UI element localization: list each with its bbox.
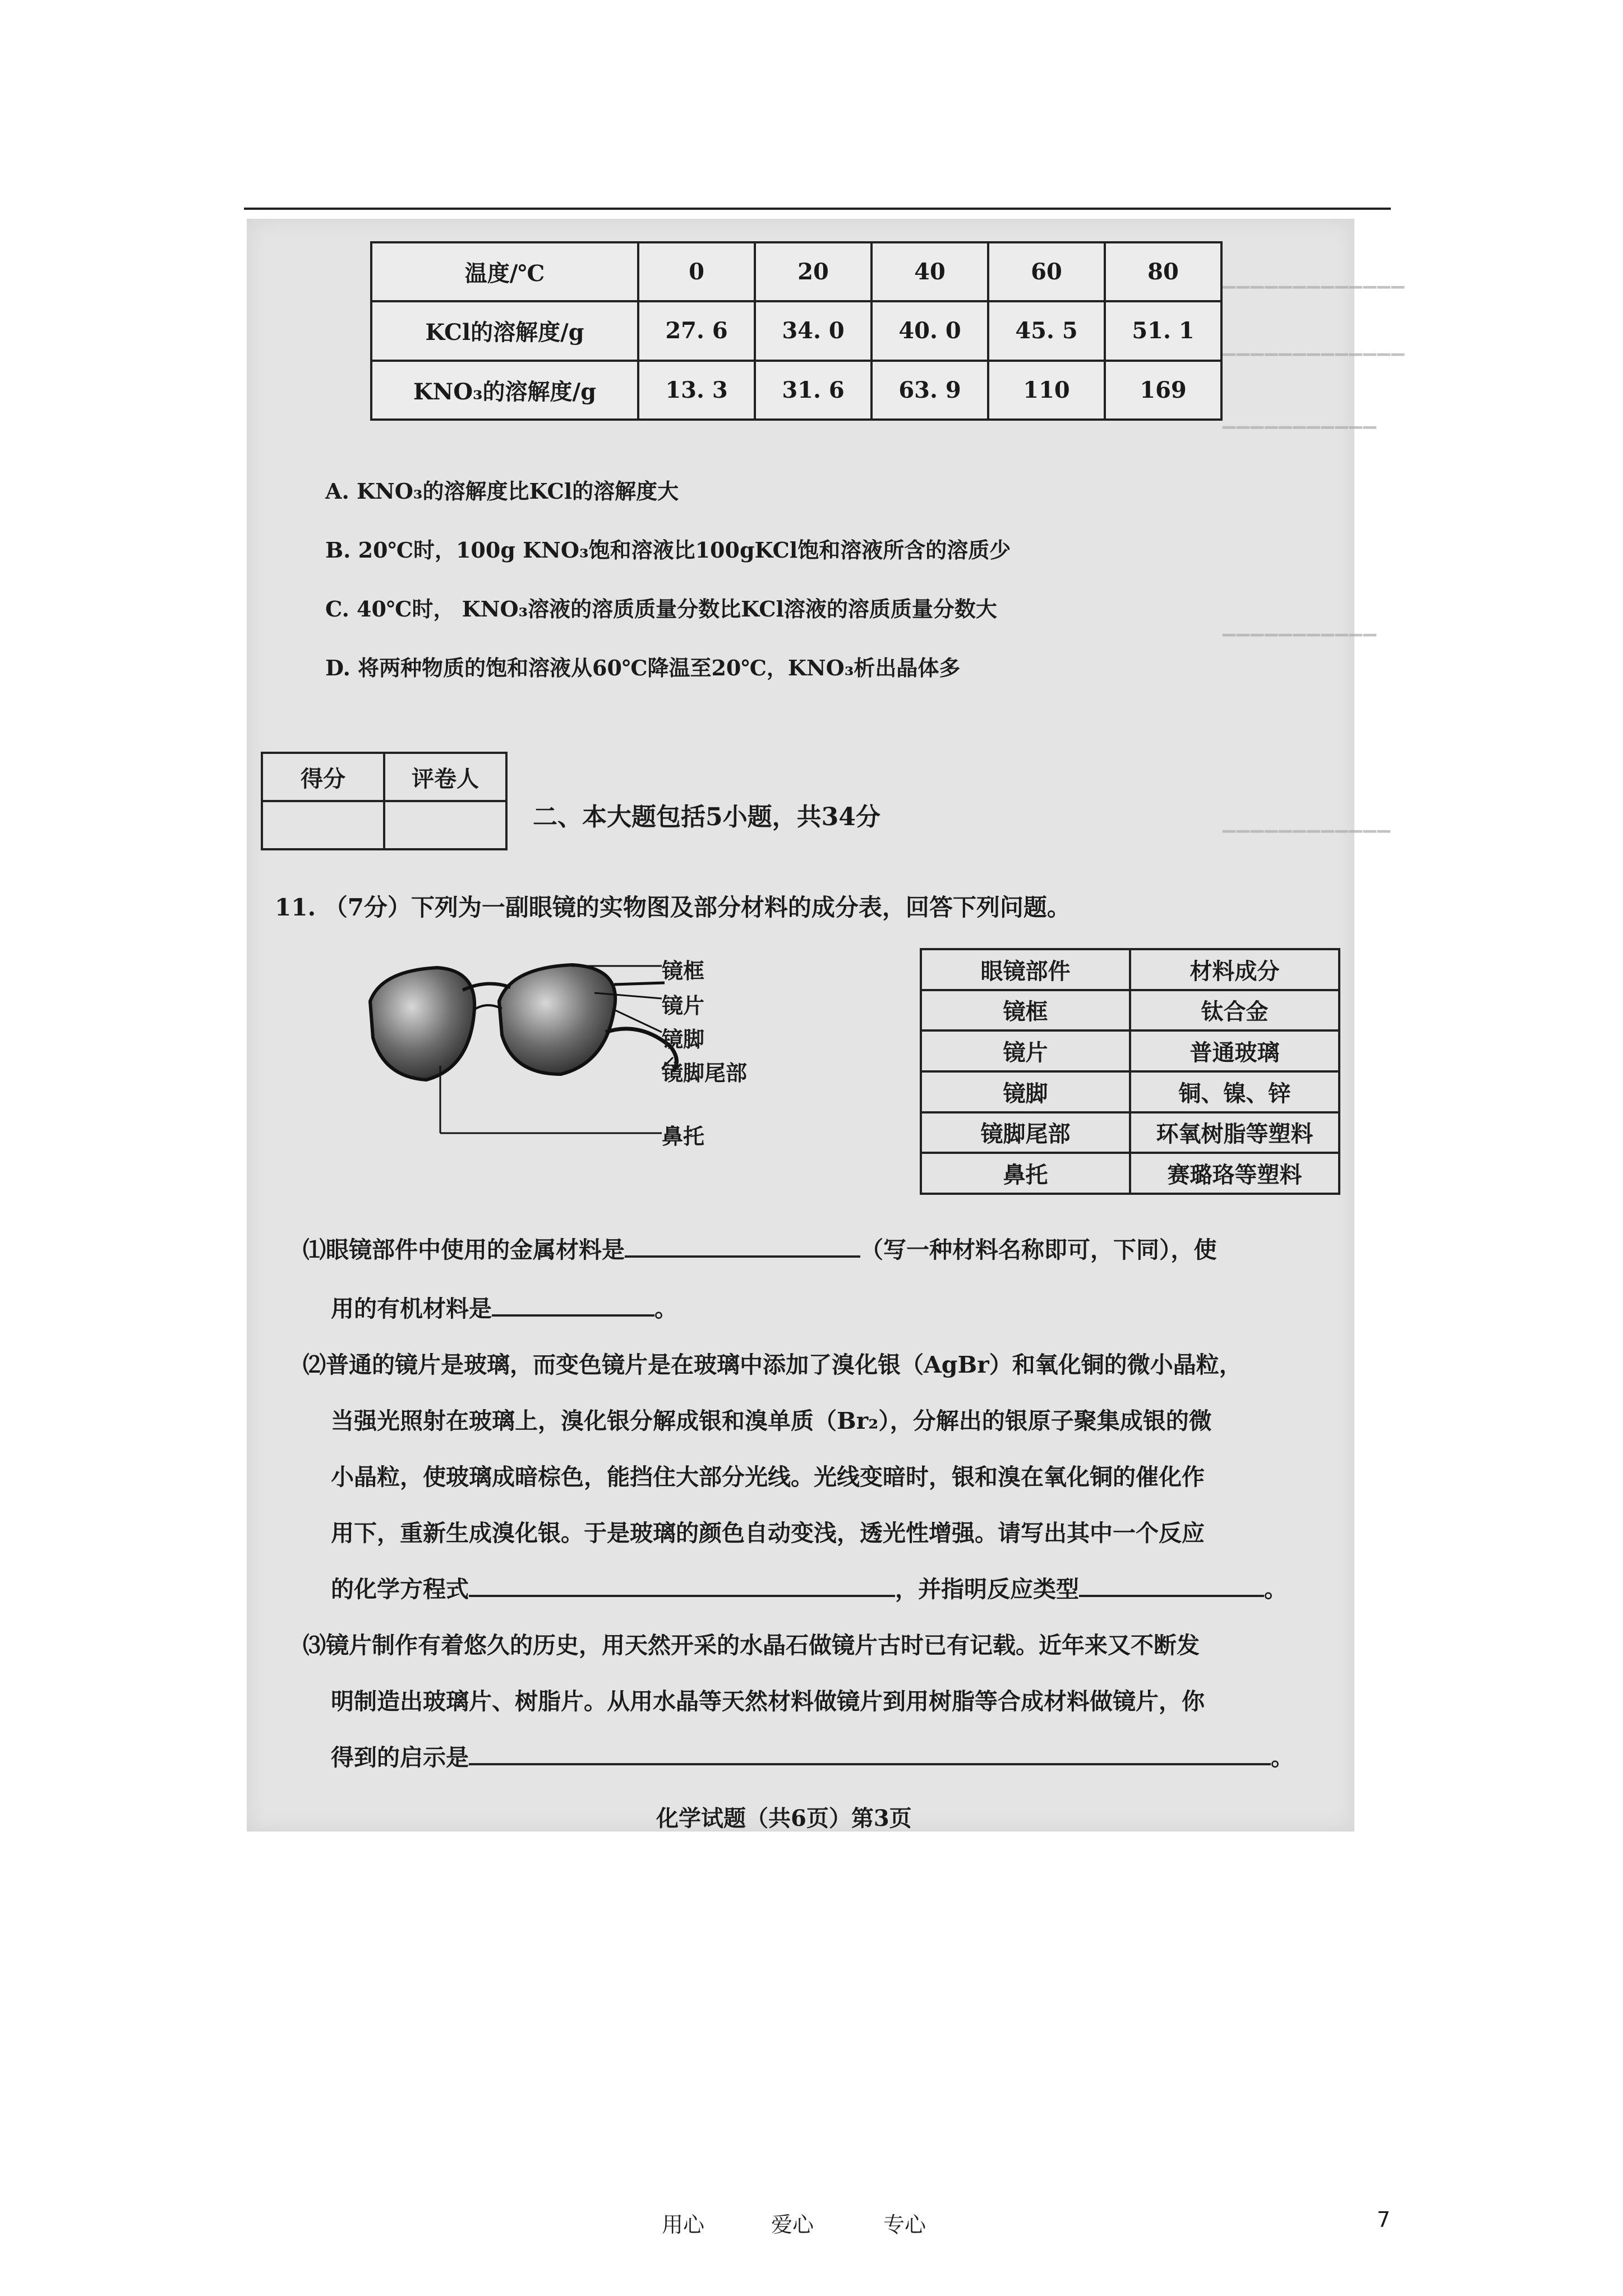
footer-word: 爱心: [771, 2212, 814, 2237]
section-title: 二、本大题包括5小题，共34分: [533, 803, 880, 831]
table-row: [371, 361, 1221, 420]
table-cell: 40. 0: [872, 301, 988, 360]
question-11-title: 11. （7分）下列为一副眼镜的实物图及部分材料的成分表，回答下列问题。: [275, 894, 1071, 921]
question-2-line: [331, 1571, 1287, 1604]
option-c: C. 40℃时， KNO₃溶液的溶质质量分数比KCl溶液的溶质质量分数大: [325, 596, 997, 622]
table-cell: 34. 0: [755, 301, 872, 360]
page-number: 7: [1377, 2207, 1391, 2232]
question-2-text: 的化学方程式: [331, 1576, 469, 1603]
table-cell: 鼻托: [921, 1153, 1130, 1194]
label-temple: 镜脚: [662, 1027, 705, 1052]
table-cell: 169: [1105, 361, 1221, 420]
table-row: [921, 1030, 1339, 1071]
table-cell: 0: [638, 242, 755, 301]
table-row: [371, 301, 1221, 360]
table-cell: 63. 9: [872, 361, 988, 420]
table-cell: 31. 6: [755, 361, 872, 420]
question-1-text: 用的有机材料是: [331, 1295, 492, 1322]
answer-blank-organic[interactable]: [492, 1292, 654, 1317]
table-cell: 镜片: [921, 1030, 1130, 1071]
table-cell: 13. 3: [638, 361, 755, 420]
option-d: D. 将两种物质的饱和溶液从60℃降温至20℃，KNO₃析出晶体多: [325, 655, 961, 680]
table-row: [921, 1071, 1339, 1112]
table-cell: 钛合金: [1130, 990, 1339, 1031]
question-3-line: [331, 1739, 1294, 1772]
label-temple-tip: 镜脚尾部: [662, 1060, 748, 1085]
table-cell: 温度/℃: [371, 242, 638, 301]
table-cell: 材料成分: [1130, 949, 1339, 990]
label-nose-pad: 鼻托: [662, 1124, 705, 1149]
table-cell: 镜脚尾部: [921, 1112, 1130, 1153]
answer-blank-equation[interactable]: [469, 1572, 895, 1597]
score-box: [261, 752, 508, 850]
top-rule: [244, 208, 1391, 210]
footer-word: 专心: [883, 2212, 926, 2237]
question-2-line: 小晶粒，使玻璃成暗棕色，能挡住大部分光线。光线变暗时，银和溴在氧化铜的催化作: [331, 1464, 1205, 1490]
question-2-line: ⑵普通的镜片是玻璃，而变色镜片是在玻璃中添加了溴化银（AgBr）和氧化铜的微小晶粒，: [303, 1351, 1242, 1378]
question-2-text: ，并指明反应类型: [895, 1576, 1079, 1603]
table-cell: 40: [872, 242, 988, 301]
table-cell: 环氧树脂等塑料: [1130, 1112, 1339, 1153]
table-cell: 60: [988, 242, 1105, 301]
grader-label: 评卷人: [384, 753, 506, 801]
table-cell: KNO₃的溶解度/g: [371, 361, 638, 420]
sunglasses-illustration: [359, 948, 707, 1161]
table-cell: 45. 5: [988, 301, 1105, 360]
question-1-line: [303, 1231, 1217, 1264]
table-cell: KCl的溶解度/g: [371, 301, 638, 360]
question-1-text: ⑴眼镜部件中使用的金属材料是: [303, 1236, 625, 1263]
label-frame: 镜框: [662, 958, 705, 983]
answer-blank-metal[interactable]: [625, 1233, 860, 1258]
bleed-through-mark: ▁▁▁▁▁▁▁▁▁▁▁: [1223, 409, 1377, 429]
table-cell: 27. 6: [638, 301, 755, 360]
table-cell: 20: [755, 242, 872, 301]
score-label: 得分: [262, 753, 384, 801]
question-2-text: 。: [1264, 1576, 1287, 1603]
table-cell: 110: [988, 361, 1105, 420]
grader-field: [384, 801, 506, 849]
footer-word: 用心: [662, 2212, 705, 2237]
table-cell: 镜框: [921, 990, 1130, 1031]
answer-blank-insight[interactable]: [469, 1741, 1271, 1765]
table-row: [921, 1153, 1339, 1194]
exam-page-footer: 化学试题（共6页）第3页: [656, 1805, 912, 1832]
answer-blank-reaction-type[interactable]: [1079, 1572, 1264, 1597]
table-row: [371, 242, 1221, 301]
table-row: [921, 990, 1339, 1031]
materials-table: [920, 948, 1340, 1195]
bleed-through-mark: ▁▁▁▁▁▁▁▁▁▁▁▁▁: [1223, 337, 1405, 356]
option-b: B. 20℃时，100g KNO₃饱和溶液比100gKCl饱和溶液所含的溶质少: [325, 537, 1011, 563]
question-3-line: 明制造出玻璃片、树脂片。从用水晶等天然材料做镜片到用树脂等合成材料做镜片，你: [331, 1688, 1205, 1715]
table-row: [921, 1112, 1339, 1153]
table-cell: 眼镜部件: [921, 949, 1130, 990]
question-2-line: 当强光照射在玻璃上，溴化银分解成银和溴单质（Br₂），分解出的银原子聚集成银的微: [331, 1407, 1212, 1434]
question-1-text: （写一种材料名称即可，下同），使: [860, 1236, 1217, 1263]
table-cell: 51. 1: [1105, 301, 1221, 360]
option-a: A. KNO₃的溶解度比KCl的溶解度大: [325, 478, 679, 504]
bleed-through-mark: ▁▁▁▁▁▁▁▁▁▁▁▁▁: [1223, 269, 1405, 289]
bleed-through-mark: ▁▁▁▁▁▁▁▁▁▁▁: [1223, 617, 1377, 637]
bleed-through-mark: ▁▁▁▁▁▁▁▁▁▁▁▁: [1223, 813, 1391, 833]
score-field: [262, 801, 384, 849]
solubility-table: [370, 241, 1223, 421]
table-cell: 普通玻璃: [1130, 1030, 1339, 1071]
table-cell: 铜、镍、锌: [1130, 1071, 1339, 1112]
table-row: [921, 949, 1339, 990]
question-3-text: 得到的启示是: [331, 1744, 469, 1771]
table-cell: 镜脚: [921, 1071, 1130, 1112]
table-cell: 80: [1105, 242, 1221, 301]
table-cell: 赛璐珞等塑料: [1130, 1153, 1339, 1194]
question-3-line: ⑶镜片制作有着悠久的历史，用天然开采的水晶石做镜片古时已有记载。近年来又不断发: [303, 1632, 1200, 1659]
question-2-line: 用下，重新生成溴化银。于是玻璃的颜色自动变浅，透光性增强。请写出其中一个反应: [331, 1520, 1205, 1547]
question-3-text: 。: [1271, 1744, 1294, 1771]
question-1-text: 。: [654, 1295, 677, 1322]
label-lens: 镜片: [662, 993, 705, 1018]
question-1-line: [331, 1290, 677, 1323]
